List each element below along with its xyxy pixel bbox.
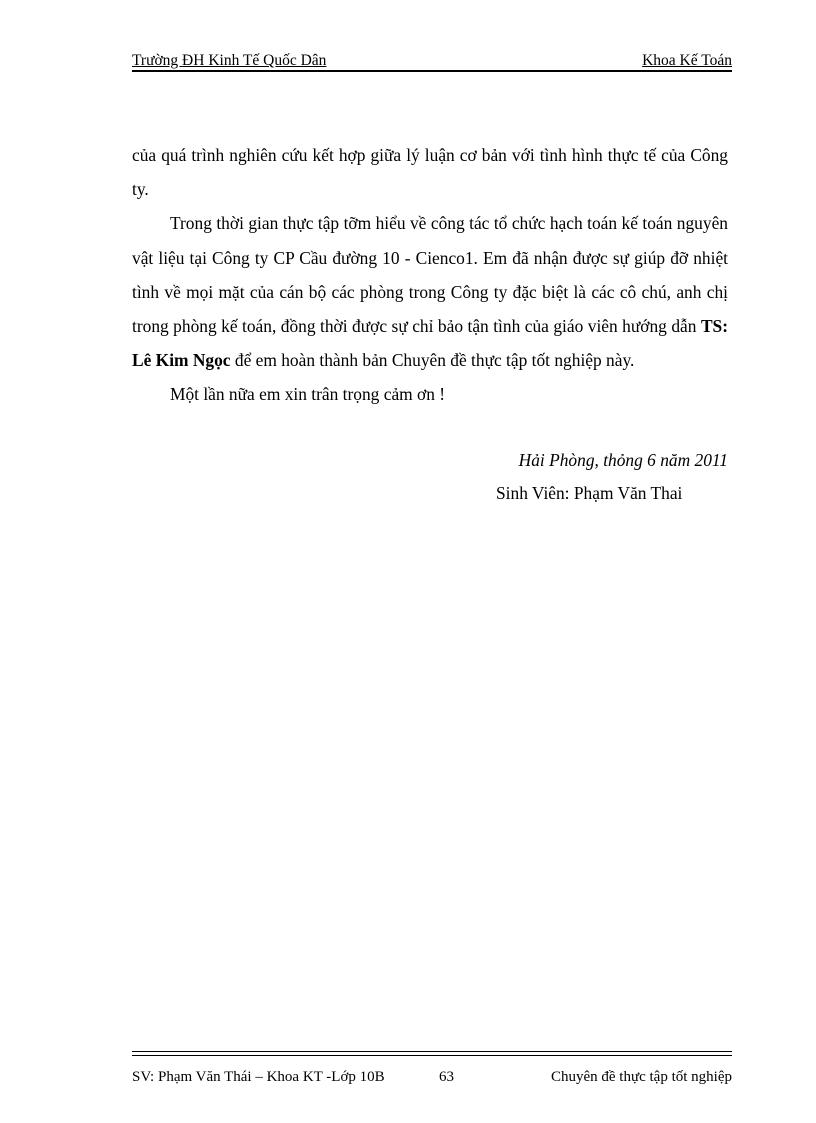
document-body bbox=[132, 138, 728, 412]
footer-report-title: Chuyên đề thực tập tốt nghiệp bbox=[550, 1069, 732, 1085]
paragraph-thanks: Một lần nữa em xin trân trọng cảm ơn ! bbox=[170, 384, 446, 405]
header-faculty-name: Khoa Kế Toán bbox=[642, 52, 732, 69]
header-school-name: Trường ĐH Kinh Tế Quốc Dân bbox=[132, 52, 327, 69]
paragraph-acknowledgement-text-2: để em hoàn thành bản Chuyên đề thực tập tốt nghiệp này. bbox=[230, 350, 635, 371]
paragraph-acknowledgement bbox=[132, 206, 728, 377]
advisor-name: TS: Lê Kim Ngọc bbox=[132, 316, 728, 371]
footer-student-info: SV: Phạm Văn Thái – Khoa KT -Lớp 10B bbox=[132, 1069, 385, 1085]
signoff-date: Hải Phòng, thỏng 6 năm 2011 bbox=[518, 450, 728, 470]
footer-page-number: 63 bbox=[439, 1069, 454, 1085]
paragraph-acknowledgement-text-1: Trong thời gian thực tập tỡm hiểu về công tác tổ chức hạch toán kế toán nguyên vật liệu tại Công ty CP Cầu đường 10 - Cienco1. Em đã nhận được sự giúp đỡ nhiệt tình về mọi mặt của cán bộ các phòng trong Công ty đặc biệt là các cô chú, anh chị trong phòng kế toán, đồng thời được sự chỉ bảo tận tình của giáo viên hướng dẫn bbox=[132, 213, 728, 337]
signoff-signer: Sinh Viên: Phạm Văn Thai bbox=[496, 483, 683, 503]
paragraph-continuation: của quá trình nghiên cứu kết hợp giữa lý luận cơ bản với tình hình thực tế của Công ty. bbox=[132, 145, 728, 200]
footer-divider-bottom bbox=[132, 1055, 732, 1056]
footer-divider-top bbox=[132, 1051, 732, 1052]
page-footer bbox=[132, 1069, 732, 1089]
header-divider bbox=[132, 70, 732, 72]
page-header bbox=[132, 52, 732, 72]
